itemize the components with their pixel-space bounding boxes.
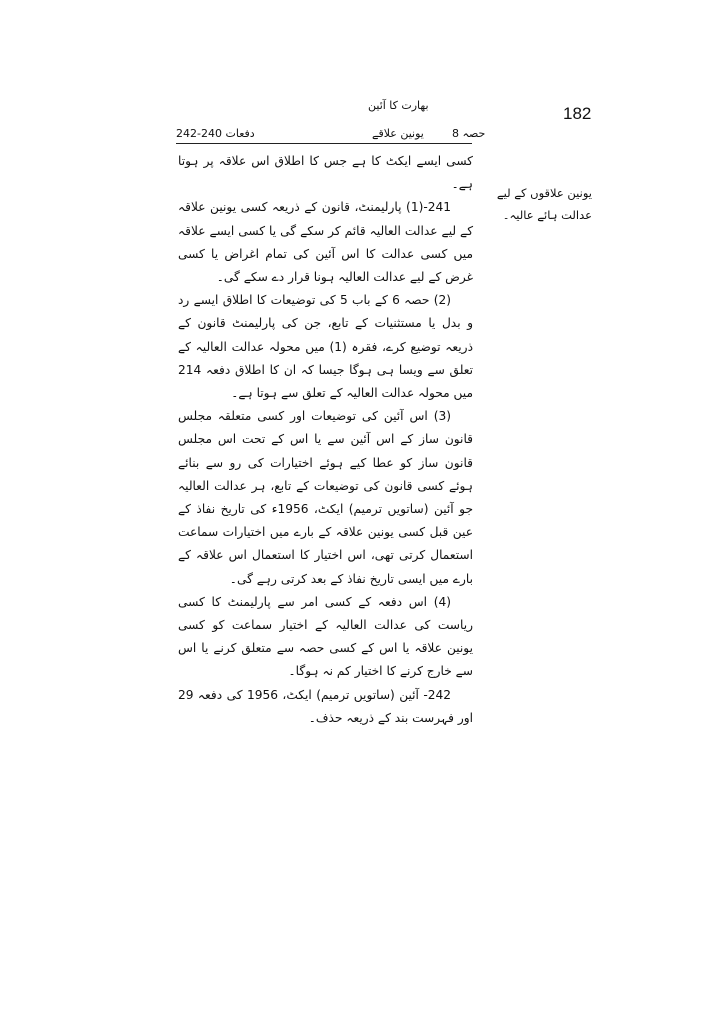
running-header-part: حصہ 8 [452, 127, 486, 140]
paragraph-article-241-2: (2) حصہ 6 کے باب 5 کی توضیعات کا اطلاق ایسے رد و بدل یا مستثنیات کے تابع، جن کی پارلیمنٹ قانون کے ذریعہ توضیع کرے، فقرہ (1) میں محولہ عدالت العالیہ کے تعلق سے ویسا ہی ہوگا جیسا کہ ان کا اطلاق دفعہ 214 میں محولہ عدالت العالیہ کے تعلق سے ہوتا ہے۔ [178, 293, 473, 401]
paragraph-article-242: 242- آئین (ساتویں ترمیم) ایکٹ، 1956 کی دفعہ 29 اور فہرست بند کے ذریعہ حذف۔ [178, 687, 473, 725]
running-header-title: بھارت کا آئین [368, 99, 429, 112]
paragraph-continuation: کسی ایسے ایکٹ کا ہے جس کا اطلاق اس علاقہ پر ہوتا ہے۔ [178, 154, 473, 192]
paragraph-article-241-3: (3) اس آئین کی توضیعات اور کسی متعلقہ مجلس قانون ساز کے اس آئین سے یا اس کے تحت اس مجلس قانون ساز کو عطا کیے ہوئے اختیارات کی رو سے بنائے ہوئے کسی قانون کی توضیعات کے تابع، ہر عدالت العالیہ جو آئین (ساتویں ترمیم) ایکٹ، 1956ء کی تاریخ نفاذ کے عین قبل کسی یونین علاقہ کے بارے میں اختیارات سماعت استعمال کرتی تھی، اس اختیار کا استعمال اس علاقہ کے بارے میں ایسی تاریخ نفاذ کے بعد کرتی رہے گی۔ [178, 409, 473, 586]
paragraph-article-241-1: 241-(1) پارلیمنٹ، قانون کے ذریعہ کسی یونین علاقہ کے لیے عدالت العالیہ قائم کر سکے گی یا کسی ایسے علاقہ میں کسی عدالت کا اس آئین کی تمام اغراض یا کسی غرض کے لیے عدالت العالیہ ہونا قرار دے سکے گی۔ [178, 200, 473, 285]
header-rule [176, 143, 472, 144]
running-header-subtitle: یونین علاقے [372, 127, 424, 140]
page-number: 182 [563, 104, 592, 123]
running-header-articles: دفعات 240-242 [176, 127, 255, 140]
body-text [178, 150, 473, 730]
paragraph-article-241-4: (4) اس دفعہ کے کسی امر سے پارلیمنٹ کا کسی ریاست کی عدالت العالیہ کے اختیار سماعت کو کسی یونین علاقہ یا اس کے کسی حصہ سے متعلق کرنے یا اس سے خارج کرنے کا اختیار کم نہ ہوگا۔ [178, 594, 473, 679]
marginal-note: یونین علاقوں کے لیے عدالت ہائے عالیہ۔ [496, 186, 592, 222]
